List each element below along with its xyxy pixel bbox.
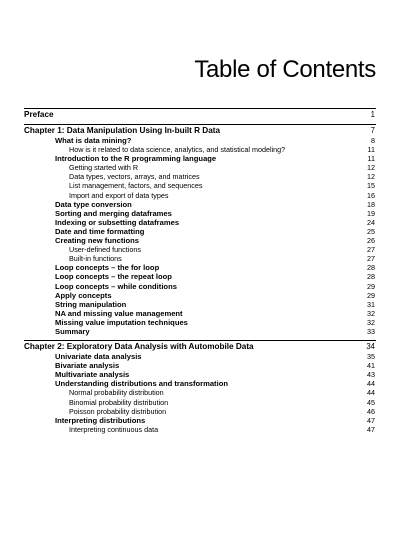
toc-entry-title: Loop concepts – the repeat loop (55, 272, 172, 282)
toc-entry-page: 18 (367, 199, 375, 209)
toc-entry-page: 12 (367, 163, 375, 173)
page-title: Table of Contents (194, 56, 376, 83)
toc-entry-title: Binomial probability distribution (69, 397, 169, 407)
toc-subsection-entry[interactable] (24, 181, 376, 190)
table-of-contents (24, 108, 376, 434)
toc-entry-page: 33 (367, 326, 375, 336)
toc-entry-title: Understanding distributions and transformation (55, 379, 228, 389)
toc-section-entry[interactable] (24, 282, 376, 291)
toc-entry-title: Date and time formatting (55, 226, 145, 236)
toc-entry-page: 8 (371, 136, 375, 145)
toc-entry-page: 11 (367, 154, 375, 164)
toc-entry-page: 27 (367, 245, 375, 255)
toc-entry-title: Preface (24, 110, 54, 119)
toc-entry-title: List management, factors, and sequences (69, 181, 203, 191)
toc-entry-title: Missing value imputation techniques (55, 317, 188, 327)
toc-section-entry[interactable] (24, 379, 376, 388)
toc-section-entry[interactable] (24, 327, 376, 336)
toc-entry-title: Creating new functions (55, 236, 139, 246)
toc-entry-page: 15 (367, 181, 375, 191)
toc-entry-title: Data types, vectors, arrays, and matrices (69, 172, 200, 182)
toc-entry-title: What is data mining? (55, 136, 132, 145)
toc-entry-page: 29 (367, 290, 375, 300)
toc-section-entry[interactable] (24, 370, 376, 379)
toc-entry-title: Bivariate analysis (55, 361, 120, 371)
toc-entry-title: Poisson probability distribution (69, 406, 167, 416)
toc-entry-page: 44 (367, 379, 375, 389)
toc-section-entry[interactable] (24, 200, 376, 209)
toc-subsection-entry[interactable] (24, 191, 376, 200)
toc-chapter-entry[interactable] (24, 109, 376, 120)
toc-section-entry[interactable] (24, 236, 376, 245)
toc-entry-title: Univariate data analysis (55, 352, 142, 362)
toc-section-entry[interactable] (24, 318, 376, 327)
toc-entry-page: 19 (367, 208, 375, 218)
toc-subsection-entry[interactable] (24, 245, 376, 254)
toc-subsection-entry[interactable] (24, 163, 376, 172)
toc-subsection-entry[interactable] (24, 407, 376, 416)
toc-entry-page: 31 (367, 299, 375, 309)
toc-entry-page: 11 (367, 145, 375, 155)
toc-subsection-entry[interactable] (24, 398, 376, 407)
toc-entry-title: NA and missing value management (55, 308, 183, 318)
toc-section-entry[interactable] (24, 227, 376, 236)
toc-subsection-entry[interactable] (24, 254, 376, 263)
toc-section-entry[interactable] (24, 154, 376, 163)
toc-section-entry[interactable] (24, 272, 376, 281)
toc-entry-title: Multivariate analysis (55, 370, 130, 380)
toc-entry-title: Getting started with R (69, 163, 139, 173)
toc-entry-title: Loop concepts – while conditions (55, 281, 177, 291)
toc-subsection-entry[interactable] (24, 388, 376, 397)
toc-entry-title: Chapter 2: Exploratory Data Analysis with Automobile Data (24, 342, 254, 352)
toc-entry-page: 45 (367, 397, 375, 407)
toc-entry-page: 28 (367, 272, 375, 282)
toc-subsection-entry[interactable] (24, 425, 376, 434)
toc-subsection-entry[interactable] (24, 172, 376, 181)
toc-entry-page: 44 (367, 388, 375, 398)
toc-entry-title: Apply concepts (55, 290, 112, 300)
toc-entry-page: 47 (367, 415, 375, 425)
toc-entry-title: Data type conversion (55, 199, 132, 209)
toc-entry-title: Interpreting continuous data (69, 424, 159, 434)
toc-section-entry[interactable] (24, 209, 376, 218)
toc-entry-title: Indexing or subsetting dataframes (55, 217, 180, 227)
toc-entry-page: 12 (367, 172, 375, 182)
toc-chapter-entry[interactable] (24, 341, 376, 352)
toc-entry-title: Sorting and merging dataframes (55, 208, 172, 218)
toc-entry-page: 46 (367, 406, 375, 416)
toc-entry-page: 47 (367, 424, 375, 434)
toc-entry-title: Import and export of data types (69, 190, 169, 200)
toc-section-entry[interactable] (24, 361, 376, 370)
toc-entry-title: Introduction to the R programming language (55, 154, 217, 164)
toc-entry-page: 16 (367, 190, 375, 200)
toc-entry-title: Built-in functions (69, 254, 122, 264)
toc-entry-page: 29 (367, 281, 375, 291)
toc-section-entry[interactable] (24, 263, 376, 272)
toc-entry-page: 32 (367, 308, 375, 318)
toc-entry-page: 7 (370, 126, 375, 135)
toc-section-entry[interactable] (24, 291, 376, 300)
toc-entry-page: 34 (366, 342, 375, 352)
toc-entry-page: 25 (367, 226, 375, 236)
toc-entry-title: Loop concepts – the for loop (55, 263, 160, 273)
toc-entry-title: User-defined functions (69, 245, 141, 255)
toc-entry-title: Chapter 1: Data Manipulation Using In-built R Data (24, 126, 221, 135)
toc-entry-title: Interpreting distributions (55, 415, 146, 425)
toc-entry-page: 41 (367, 361, 375, 371)
toc-section-entry[interactable] (24, 309, 376, 318)
toc-section-entry[interactable] (24, 300, 376, 309)
toc-subsection-entry[interactable] (24, 145, 376, 154)
toc-entry-page: 43 (367, 370, 375, 380)
toc-entry-page: 32 (367, 317, 375, 327)
toc-entry-title: How is it related to data science, analytics, and statistical modeling? (69, 145, 286, 155)
toc-entry-title: Summary (55, 326, 90, 336)
toc-entry-page: 1 (370, 110, 375, 119)
toc-entry-page: 35 (367, 352, 375, 362)
toc-entry-page: 24 (367, 217, 375, 227)
toc-entry-title: Normal probability distribution (69, 388, 164, 398)
toc-section-entry[interactable] (24, 352, 376, 361)
toc-section-entry[interactable] (24, 416, 376, 425)
toc-entry-title: String manipulation (55, 299, 127, 309)
toc-chapter-entry[interactable] (24, 125, 376, 136)
toc-section-entry[interactable] (24, 218, 376, 227)
toc-entry-page: 27 (367, 254, 375, 264)
toc-entry-page: 28 (367, 263, 375, 273)
toc-entry-page: 26 (367, 236, 375, 246)
toc-section-entry[interactable] (24, 136, 376, 145)
